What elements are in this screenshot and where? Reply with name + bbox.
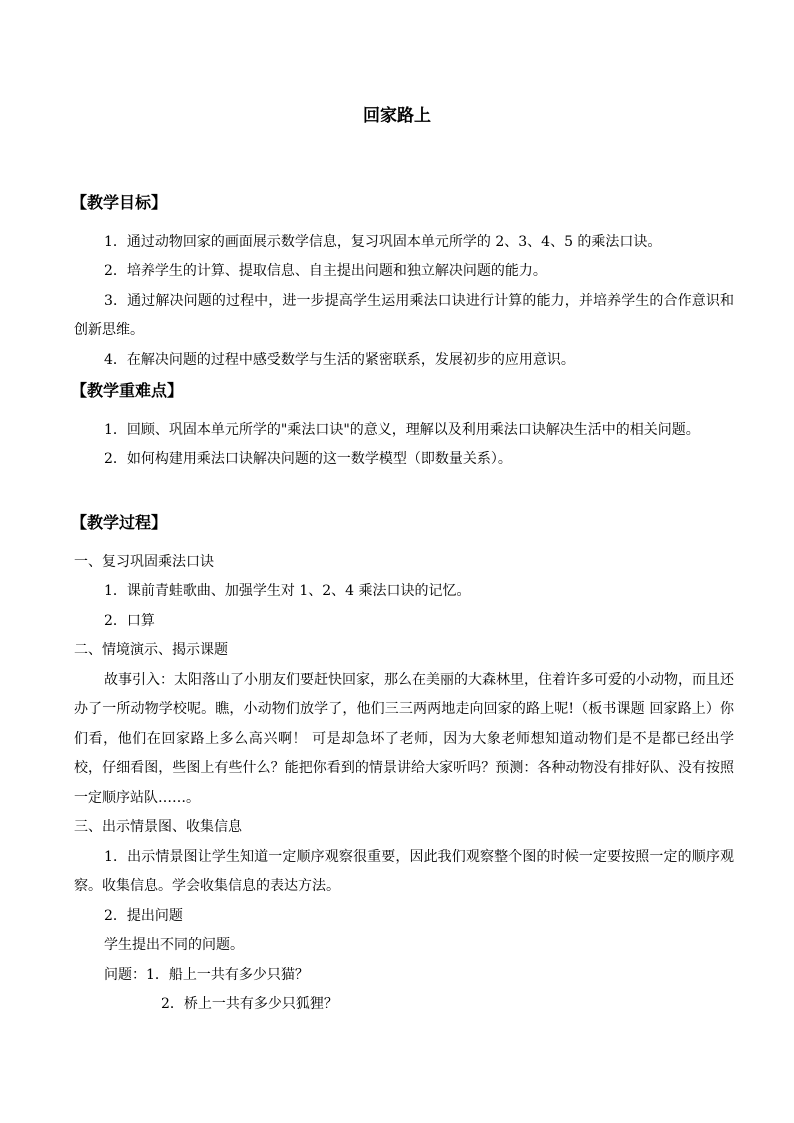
goal-item-2: 2．培养学生的计算、提取信息、自主提出问题和独立解决问题的能力。 [104,263,547,279]
part1-item-2: 2．口算 [104,612,155,629]
goal-item-4: 4．在解决问题的过程中感受数学与生活的紧密联系，发展初步的应用意识。 [104,351,575,368]
goal-item-1: 1．通过动物回家的画面展示数学信息，复习巩固本单元所学的 2、3、4、5 的乘法口诀。 [104,233,662,250]
section-key-points [71,376,734,475]
section-heading-keypoints: 【教学重难点】 [71,381,184,400]
part3-item-1: 1．出示情景图让学生知道一定顺序观察很重要，因此我们观察整个图的时候一定要按照一定的顺序观察。收集信息。学会收集信息的表达方法。 [74,848,734,894]
page-title: 回家路上 [363,106,431,126]
question-1: 问题：1．船上一共有多少只猫？ [104,966,309,983]
section-teaching-process [71,508,734,1020]
part2-title: 二、情境演示、揭示课题 [74,642,228,658]
goal-item-3: 3．通过解决问题的过程中，进一步提高学生运用乘法口诀进行计算的能力，并培养学生的合作意识和创新思维。 [74,292,734,338]
part2-story: 故事引入：太阳落山了小朋友们要赶快回家，那么在美丽的大森林里，住着许多可爱的小动物，而且还办了一所动物学校呢。瞧，小动物们放学了，他们三三两两地走向回家的路上呢!（板书课题 回家路上）你们看，他们在回家路上多么高兴啊！ 可是却急坏了老师，因为大象老师想知道动物们是不是都已经出学校，仔细看图，些图上有些什么？能把你看到的情景讲给大家听吗？预测：各种动物没有排好队、没有按照一定顺序站队……。 [74,671,734,806]
keypoint-item-1: 1．回顾、巩固本单元所学的"乘法口诀"的意义，理解以及利用乘法口诀解决生活中的相关问题。 [104,421,700,438]
part3-title: 三、出示情景图、收集信息 [74,819,242,835]
question-2: 2．桥上一共有多少只狐狸？ [161,996,338,1012]
section-teaching-goals [71,188,734,375]
part1-item-1: 1．课前青蛙歌曲、加强学生对 1、2、4 乘法口诀的记忆。 [104,583,471,599]
keypoint-item-2: 2．如何构建用乘法口诀解决问题的这一数学模型（即数量关系）。 [104,451,512,467]
part1-title: 一、复习巩固乘法口诀 [74,553,214,570]
part3-item-2: 2．提出问题 [104,907,183,924]
part3-item-3: 学生提出不同的问题。 [104,937,244,953]
section-heading-process: 【教学过程】 [71,513,168,532]
section-heading-goals: 【教学目标】 [71,193,168,212]
